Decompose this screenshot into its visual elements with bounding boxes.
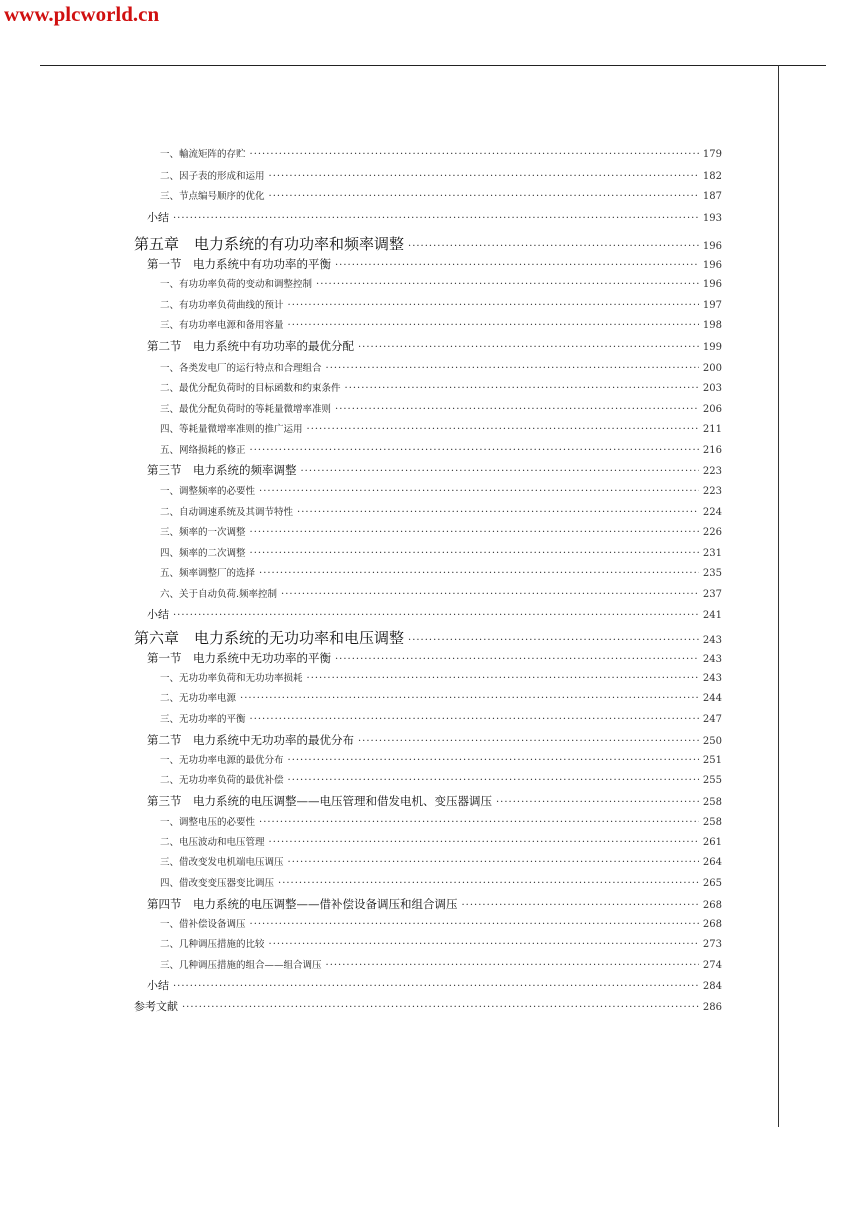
- toc-title: 二、最优分配负荷时的目标函数和约束条件: [160, 383, 341, 394]
- toc-title: 第三节 电力系统的频率调整: [147, 463, 297, 477]
- toc-page-number: 224: [702, 507, 722, 518]
- toc-page-number: 199: [702, 342, 722, 353]
- toc-page-number: 286: [702, 1002, 722, 1013]
- toc-page-number: 223: [702, 486, 722, 497]
- dot-leader: [297, 507, 699, 518]
- dot-leader: [250, 548, 699, 559]
- toc-item: [160, 317, 722, 337]
- dot-leader: [269, 837, 699, 848]
- toc-summary: [147, 606, 722, 626]
- toc-item: [160, 711, 722, 731]
- dot-leader: [240, 693, 699, 704]
- dot-leader: [182, 1002, 699, 1013]
- toc-item: [160, 297, 722, 317]
- toc-title: 一、调整频率的必要性: [160, 486, 256, 497]
- dot-leader: [408, 241, 699, 252]
- toc-page-number: 274: [702, 960, 722, 971]
- dot-leader: [250, 919, 699, 930]
- toc-page-number: 255: [702, 775, 722, 786]
- toc-item: [160, 146, 722, 166]
- toc-section: [147, 338, 722, 358]
- toc-title: 三、几种调压措施的组合——组合调压: [160, 960, 322, 971]
- dot-leader: [288, 755, 699, 766]
- toc-title: 二、无功功率负荷的最优补偿: [160, 775, 284, 786]
- toc-title: 第一节 电力系统中有功功率的平衡: [147, 257, 331, 271]
- toc-page-number: 182: [702, 171, 722, 182]
- toc-page-number: 193: [702, 213, 722, 224]
- toc-page-number: 258: [702, 817, 722, 828]
- toc-chapter: [134, 233, 722, 253]
- toc-title: 一、有功功率负荷的变动和调整控制: [160, 279, 313, 290]
- toc-section: [147, 650, 722, 670]
- toc-title: 二、因子表的形成和运用: [160, 171, 265, 182]
- toc-page-number: 244: [702, 693, 722, 704]
- toc-page-number: 243: [702, 673, 722, 684]
- dot-leader: [250, 714, 699, 725]
- toc-title: 小结: [147, 608, 169, 621]
- toc-page-number: 206: [702, 404, 722, 415]
- toc-summary: [147, 977, 722, 997]
- dot-leader: [288, 300, 699, 311]
- toc-page-number: 203: [702, 383, 722, 394]
- toc-page-number: 196: [702, 260, 722, 271]
- toc-title: 一、调整电压的必要性: [160, 817, 256, 828]
- toc-item: [160, 276, 722, 296]
- dot-leader: [281, 589, 699, 600]
- dot-leader: [335, 654, 699, 665]
- toc-section: [147, 462, 722, 482]
- toc-section: [147, 896, 722, 916]
- toc-title: 二、电压波动和电压管理: [160, 837, 265, 848]
- toc-item: [160, 442, 722, 462]
- dot-leader: [278, 878, 699, 889]
- dot-leader: [288, 320, 699, 331]
- margin-rule: [778, 65, 779, 1127]
- dot-leader: [335, 260, 699, 271]
- toc-item: [160, 875, 722, 895]
- toc-page-number: 235: [702, 568, 722, 579]
- toc-page-number: 237: [702, 589, 722, 600]
- dot-leader: [173, 213, 699, 224]
- toc-page-number: 223: [702, 466, 722, 477]
- toc-item: [160, 690, 722, 710]
- toc-title: 小结: [147, 979, 169, 992]
- toc-item: [160, 772, 722, 792]
- toc-item: [160, 545, 722, 565]
- toc-title: 三、节点编号顺序的优化: [160, 191, 265, 202]
- watermark-url: www.plcworld.cn: [4, 2, 160, 26]
- toc-title: 四、等耗量微增率准则的推广运用: [160, 424, 303, 435]
- toc-title: 第二节 电力系统中有功功率的最优分配: [147, 339, 354, 353]
- toc-page-number: 261: [702, 837, 722, 848]
- dot-leader: [307, 424, 699, 435]
- dot-leader: [408, 635, 699, 646]
- toc-page-number: 251: [702, 755, 722, 766]
- dot-leader: [345, 383, 699, 394]
- dot-leader: [259, 486, 699, 497]
- toc-page-number: 187: [702, 191, 722, 202]
- toc-title: 三、频率的一次调整: [160, 527, 246, 538]
- toc-page-number: 197: [702, 300, 722, 311]
- toc-item: [160, 752, 722, 772]
- dot-leader: [496, 797, 699, 808]
- toc-page-number: 211: [702, 424, 722, 435]
- toc-page-number: 226: [702, 527, 722, 538]
- toc-page-number: 216: [702, 445, 722, 456]
- toc-page-number: 179: [702, 149, 722, 160]
- toc-title: 一、无功功率负荷和无功功率损耗: [160, 673, 303, 684]
- toc-item: [160, 854, 722, 874]
- dot-leader: [288, 775, 699, 786]
- toc-title: 第二节 电力系统中无功功率的最优分布: [147, 733, 354, 747]
- dot-leader: [316, 279, 699, 290]
- dot-leader: [358, 736, 699, 747]
- toc-title: 二、无功功率电源: [160, 693, 237, 704]
- toc-item: [160, 380, 722, 400]
- toc-page-number: 196: [702, 241, 722, 252]
- toc-title: 第一节 电力系统中无功功率的平衡: [147, 651, 331, 665]
- toc-title: 第六章 电力系统的无功功率和电压调整: [134, 629, 405, 647]
- toc-title: 三、最优分配负荷时的等耗量微增率准则: [160, 404, 332, 415]
- toc-title: 第四节 电力系统的电压调整——借补偿设备调压和组合调压: [147, 897, 458, 911]
- toc-title: 四、频率的二次调整: [160, 548, 246, 559]
- toc-page-number: 273: [702, 939, 722, 950]
- toc-title: 参考文献: [134, 1000, 178, 1013]
- toc-title: 第三节 电力系统的电压调整——电压管理和借发电机、变压器调压: [147, 794, 492, 808]
- toc-title: 二、有功功率负荷曲线的预计: [160, 300, 284, 311]
- toc-item: [160, 670, 722, 690]
- dot-leader: [326, 960, 699, 971]
- toc-section: [147, 256, 722, 276]
- toc-title: 二、几种调压措施的比较: [160, 939, 265, 950]
- toc-summary: [147, 209, 722, 229]
- toc-item: [160, 483, 722, 503]
- toc-title: 三、无功功率的平衡: [160, 714, 246, 725]
- toc-item: [160, 188, 722, 208]
- toc-page-number: 284: [702, 981, 722, 992]
- toc-page-number: 268: [702, 900, 722, 911]
- toc-item: [160, 168, 722, 188]
- toc-title: 三、借改变发电机端电压调压: [160, 857, 284, 868]
- dot-leader: [173, 610, 699, 621]
- toc-title: 五、网络损耗的修正: [160, 445, 246, 456]
- toc-section: [147, 793, 722, 813]
- dot-leader: [250, 445, 699, 456]
- dot-leader: [269, 191, 699, 202]
- toc-item: [160, 504, 722, 524]
- toc-title: 一、无功功率电源的最优分布: [160, 755, 284, 766]
- dot-leader: [288, 857, 699, 868]
- header-rule: [40, 65, 826, 66]
- toc-item: [160, 916, 722, 936]
- dot-leader: [269, 171, 699, 182]
- toc-page-number: 250: [702, 736, 722, 747]
- dot-leader: [358, 342, 699, 353]
- toc-title: 一、輸流矩阵的存贮: [160, 149, 246, 160]
- toc-section: [147, 732, 722, 752]
- toc-page-number: 243: [702, 635, 722, 646]
- toc-page-number: 196: [702, 279, 722, 290]
- toc-item: [160, 421, 722, 441]
- toc-title: 小结: [147, 211, 169, 224]
- toc-title: 一、各类发电厂的运行特点和合理组合: [160, 363, 322, 374]
- toc-title: 五、频率调整厂的选择: [160, 568, 256, 579]
- dot-leader: [301, 466, 699, 477]
- toc-page-number: 243: [702, 654, 722, 665]
- dot-leader: [259, 817, 699, 828]
- toc-title: 一、借补偿设备调压: [160, 919, 246, 930]
- dot-leader: [259, 568, 699, 579]
- toc-title: 二、自动调速系统及其调节特性: [160, 507, 294, 518]
- toc-item: [160, 814, 722, 834]
- toc-title: 第五章 电力系统的有功功率和频率调整: [134, 235, 405, 253]
- dot-leader: [326, 363, 699, 374]
- toc-item: [160, 834, 722, 854]
- toc-page-number: 264: [702, 857, 722, 868]
- toc-page-number: 241: [702, 610, 722, 621]
- toc-item: [160, 524, 722, 544]
- dot-leader: [462, 900, 699, 911]
- toc-item: [160, 957, 722, 977]
- toc-title: 三、有功功率电源和备用容量: [160, 320, 284, 331]
- toc-page-number: 198: [702, 320, 722, 331]
- toc-item: [160, 401, 722, 421]
- toc-title: 四、借改变变压器变比调压: [160, 878, 275, 889]
- dot-leader: [307, 673, 699, 684]
- toc-summary: [134, 998, 722, 1018]
- toc-item: [160, 936, 722, 956]
- toc-item: [160, 360, 722, 380]
- dot-leader: [173, 981, 699, 992]
- toc-page-number: 258: [702, 797, 722, 808]
- toc-chapter: [134, 627, 722, 647]
- toc-page-number: 265: [702, 878, 722, 889]
- dot-leader: [250, 527, 699, 538]
- toc-item: [160, 586, 722, 606]
- toc-title: 六、关于自动负荷.频率控制: [160, 589, 278, 600]
- toc-page-number: 231: [702, 548, 722, 559]
- toc-page-number: 200: [702, 363, 722, 374]
- toc-page-number: 268: [702, 919, 722, 930]
- dot-leader: [269, 939, 699, 950]
- toc-item: [160, 565, 722, 585]
- toc-page-number: 247: [702, 714, 722, 725]
- dot-leader: [335, 404, 699, 415]
- dot-leader: [250, 149, 699, 160]
